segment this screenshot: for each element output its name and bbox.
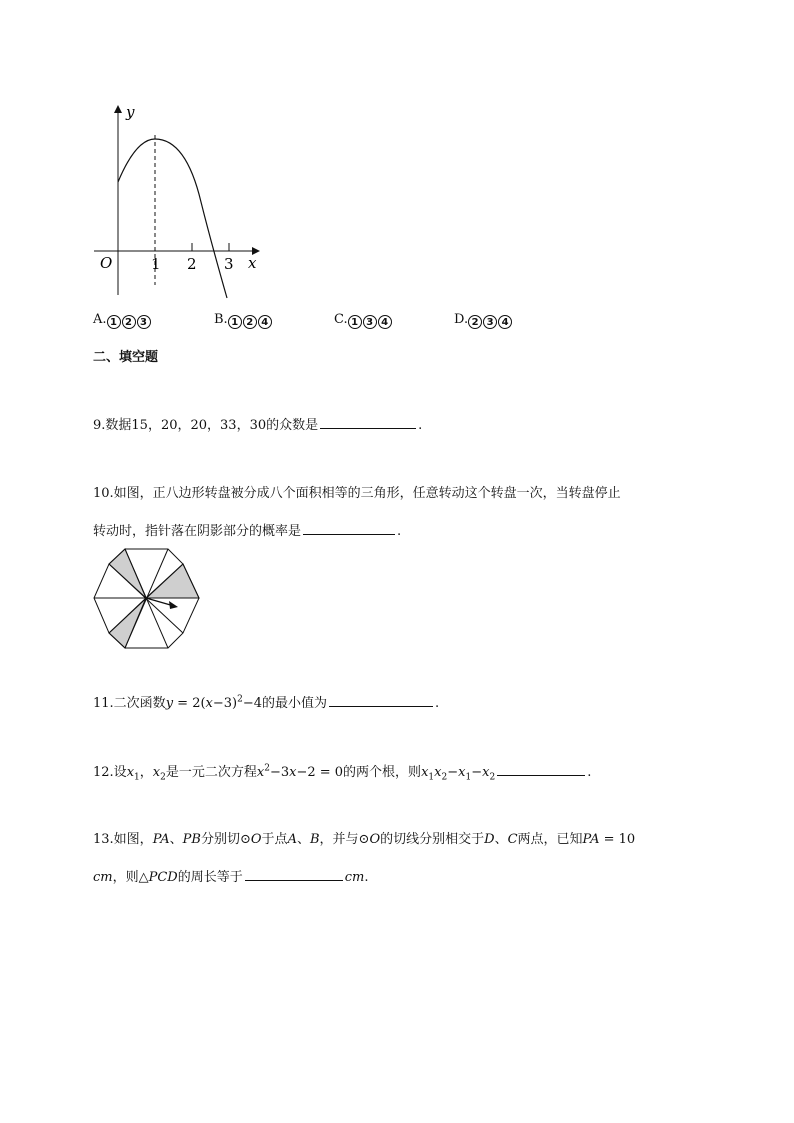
q13-part: B: [309, 832, 320, 847]
q12-sub: 2: [160, 772, 166, 783]
answer-blank[interactable]: [303, 522, 395, 535]
circled-number: 1: [348, 315, 362, 329]
q13-part: 13.如图，: [93, 832, 153, 847]
question-9: [93, 416, 422, 434]
question-13-line2: [93, 868, 369, 886]
q13-part: 于点: [261, 832, 288, 847]
q13-part: 、: [296, 832, 310, 847]
answer-blank[interactable]: [320, 416, 416, 429]
q13-part: PA: [152, 832, 170, 847]
circled-number: 1: [228, 315, 242, 329]
q9-text: 9.数据15，20，20，33，30的众数是: [93, 418, 319, 433]
circled-number: 1: [107, 315, 121, 329]
option-b-prefix: B.: [214, 312, 228, 327]
q12-tail2: −2 = 0的两个根，则: [296, 765, 422, 780]
q12-x: x: [289, 765, 297, 780]
y-axis-label: y: [126, 103, 135, 121]
tick-label-2: 2: [187, 255, 197, 273]
pointer-arrowhead: [169, 601, 178, 609]
octagon-spinner: [92, 545, 204, 653]
circled-number: 2: [243, 315, 257, 329]
circled-number: 3: [137, 315, 151, 329]
q13-unit: cm: [93, 870, 113, 885]
q13-part: PA: [582, 832, 600, 847]
q13-mid: ，则△: [112, 870, 149, 885]
q12-x: x: [152, 765, 161, 780]
q13-part: A: [287, 832, 297, 847]
circled-number: 4: [258, 315, 272, 329]
q12-x: x: [126, 765, 135, 780]
question-12: [93, 763, 591, 781]
q9-end: .: [418, 418, 423, 433]
q12-tail1: −3: [269, 765, 290, 780]
q13-part: O: [369, 832, 381, 847]
q11-var-x: x: [205, 696, 213, 711]
q11-exp: 2: [237, 694, 243, 705]
q12-sub: 2: [441, 772, 448, 783]
parabola-graph: [80, 95, 280, 300]
option-a-prefix: A.: [93, 312, 107, 327]
origin-label: O: [100, 254, 113, 272]
q13-part: C: [507, 832, 518, 847]
q11-mid: −3): [212, 696, 238, 711]
q13-end: .: [364, 870, 369, 885]
q13-part: 、: [494, 832, 508, 847]
q12-minus: −: [447, 765, 459, 780]
circled-number: 3: [363, 315, 377, 329]
q12-pre: 12.设: [93, 765, 127, 780]
option-a: [93, 312, 152, 329]
q11-end: .: [435, 696, 440, 711]
tick-label-3: 3: [224, 255, 234, 273]
answer-blank[interactable]: [245, 868, 343, 881]
circled-number: 4: [498, 315, 512, 329]
circled-number: 4: [378, 315, 392, 329]
q12-x: x: [482, 765, 490, 780]
q13-unit: cm: [344, 870, 365, 885]
q11-var-y: y: [165, 696, 174, 711]
shaded-sector: [109, 598, 146, 648]
q12-end: .: [587, 765, 592, 780]
answer-blank[interactable]: [497, 763, 585, 776]
q13-part: O: [250, 832, 262, 847]
q13-part: PB: [182, 832, 201, 847]
shaded-sector: [109, 549, 146, 598]
q12-sub: 2: [489, 772, 496, 783]
question-10-line2: [93, 522, 401, 540]
q11-eq: = 2(: [173, 696, 206, 711]
q12-x: x: [256, 765, 265, 780]
q13-part: ，并与⊙: [319, 832, 370, 847]
option-c-prefix: C.: [334, 312, 348, 327]
section-title: 二、填空题: [93, 350, 159, 365]
q10-end: .: [397, 524, 402, 539]
option-d-prefix: D.: [454, 312, 469, 327]
q12-x: x: [458, 765, 466, 780]
q12-x: x: [434, 765, 442, 780]
q12-sub: 1: [428, 772, 435, 783]
q11-pre: 11.二次函数: [93, 696, 166, 711]
q10-line2-text: 转动时，指针落在阴影部分的概率是: [93, 524, 302, 539]
option-c: [334, 312, 393, 329]
tick-label-1: 1: [151, 255, 161, 273]
option-d: [454, 312, 513, 329]
question-10-line1: 10.如图，正八边形转盘被分成八个面积相等的三角形，任意转动这个转盘一次，当转盘停止: [93, 486, 621, 501]
q12-sub: 1: [134, 772, 140, 783]
q13-after: 的周长等于: [177, 870, 243, 885]
question-11: [93, 694, 439, 712]
q12-exp: 2: [264, 763, 270, 774]
x-axis-label: x: [248, 254, 257, 272]
q13-part: 、: [169, 832, 183, 847]
q12-x: x: [421, 765, 429, 780]
q13-part: 分别切⊙: [200, 832, 251, 847]
q12-mid: 是一元二次方程: [165, 765, 257, 780]
answer-blank[interactable]: [329, 694, 433, 707]
q12-sub: 1: [465, 772, 472, 783]
option-b: [214, 312, 273, 329]
circled-number: 2: [468, 315, 482, 329]
q12-minus: −: [471, 765, 483, 780]
q13-part: D: [484, 832, 495, 847]
parabola-curve: [118, 139, 227, 298]
q13-part: 两点，已知: [517, 832, 583, 847]
circled-number: 3: [483, 315, 497, 329]
q13-part: 的切线分别相交于: [380, 832, 485, 847]
q11-tail: −4的最小值为: [242, 696, 328, 711]
q12-sep: ，: [139, 765, 153, 780]
question-13-line1: [93, 832, 635, 848]
circled-number: 2: [122, 315, 136, 329]
q13-part: = 10: [599, 832, 636, 847]
q13-pcd: PCD: [148, 870, 178, 885]
